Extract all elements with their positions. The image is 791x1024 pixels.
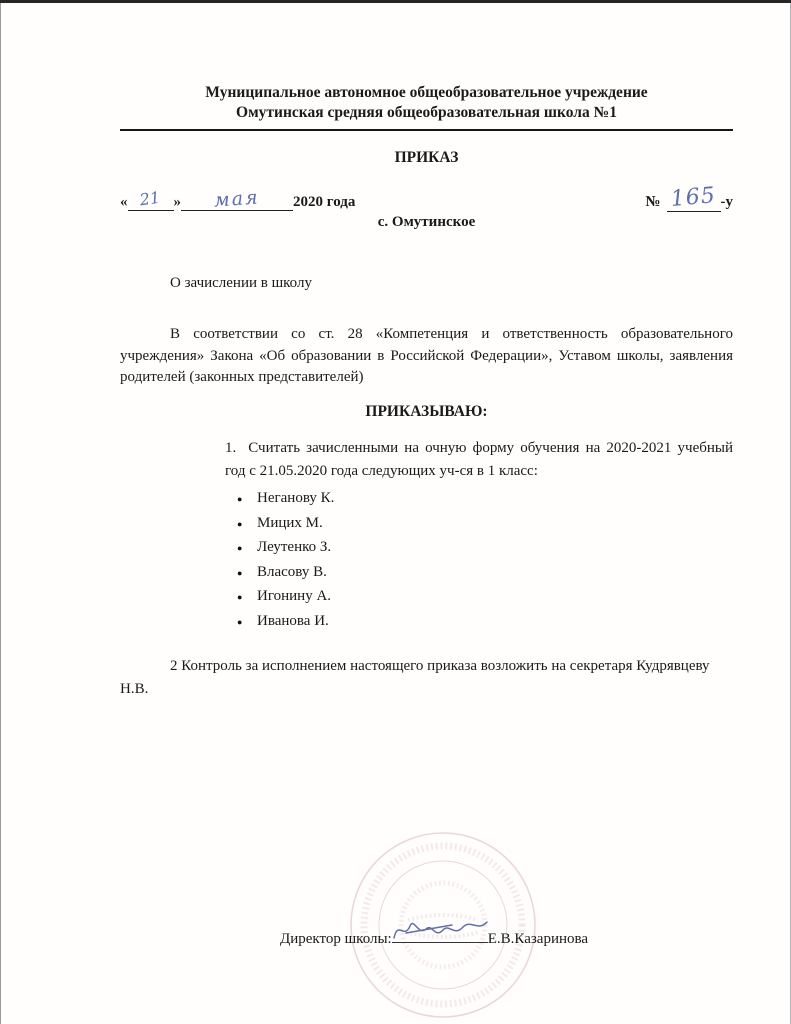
- header-line1: Муниципальное автономное общеобразовательное учреждение: [205, 84, 648, 101]
- date-part: [120, 186, 356, 212]
- order-title: ПРИКАЗ: [394, 148, 459, 166]
- handwritten-month: мая: [213, 186, 261, 212]
- header-line2: Омутинская средняя общеобразовательная школа №1: [236, 104, 617, 122]
- student-item: ● Иванова И.: [237, 609, 733, 634]
- order-number-part: [645, 183, 733, 212]
- list-item-1: [225, 437, 733, 482]
- date-row: [120, 183, 733, 212]
- open-quote: «: [120, 193, 128, 210]
- day-blank: [128, 187, 174, 211]
- place-line: с. Омутинское: [377, 213, 476, 230]
- number-suffix: -у: [720, 193, 733, 210]
- signature-row: [280, 890, 733, 948]
- document-header: [120, 3, 733, 131]
- close-quote: »: [173, 193, 181, 210]
- signature-section: [120, 890, 733, 1010]
- header-divider: [120, 129, 733, 131]
- director-name: Е.В.Казаринова: [487, 931, 589, 948]
- student-item: ● Неганову К.: [237, 486, 733, 511]
- student-item: ● Леутенко З.: [237, 535, 733, 560]
- student-item: ● Власову В.: [237, 560, 733, 585]
- month-blank: [181, 186, 293, 212]
- year-text: 2020 года: [293, 193, 356, 210]
- student-list: [237, 486, 733, 633]
- list-item-2: 2 Контроль за исполнением настоящего приказа возложить на секретаря Кудрявцеву Н.В.: [120, 658, 710, 697]
- preamble-paragraph: В соответствии со ст. 28 «Компетенция и ответственность образовательного учреждения» Закона «Об образовании в Российской Федерации», Уставом школы, заявления родителей (законных представителей): [120, 325, 733, 386]
- resolution-heading: ПРИКАЗЫВАЮ:: [365, 403, 488, 421]
- number-blank: [667, 183, 721, 212]
- signature-line: [392, 928, 488, 943]
- subject-line: О зачислении в школу: [170, 274, 312, 291]
- signature-scribble: [388, 912, 492, 951]
- handwritten-number: 165: [669, 183, 717, 212]
- item-1-text: Считать зачисленными на очную форму обучения на 2020-2021 учебный год с 21.05.2020 года следующих уч-ся в 1 класс:: [225, 440, 733, 479]
- number-label: №: [645, 193, 661, 210]
- student-item: ● Мицих М.: [237, 511, 733, 536]
- signature-label: Директор школы:: [280, 931, 392, 948]
- handwritten-day: 21: [138, 187, 162, 210]
- student-item: ● Игонину А.: [237, 584, 733, 609]
- item-1-number: 1.: [225, 440, 237, 457]
